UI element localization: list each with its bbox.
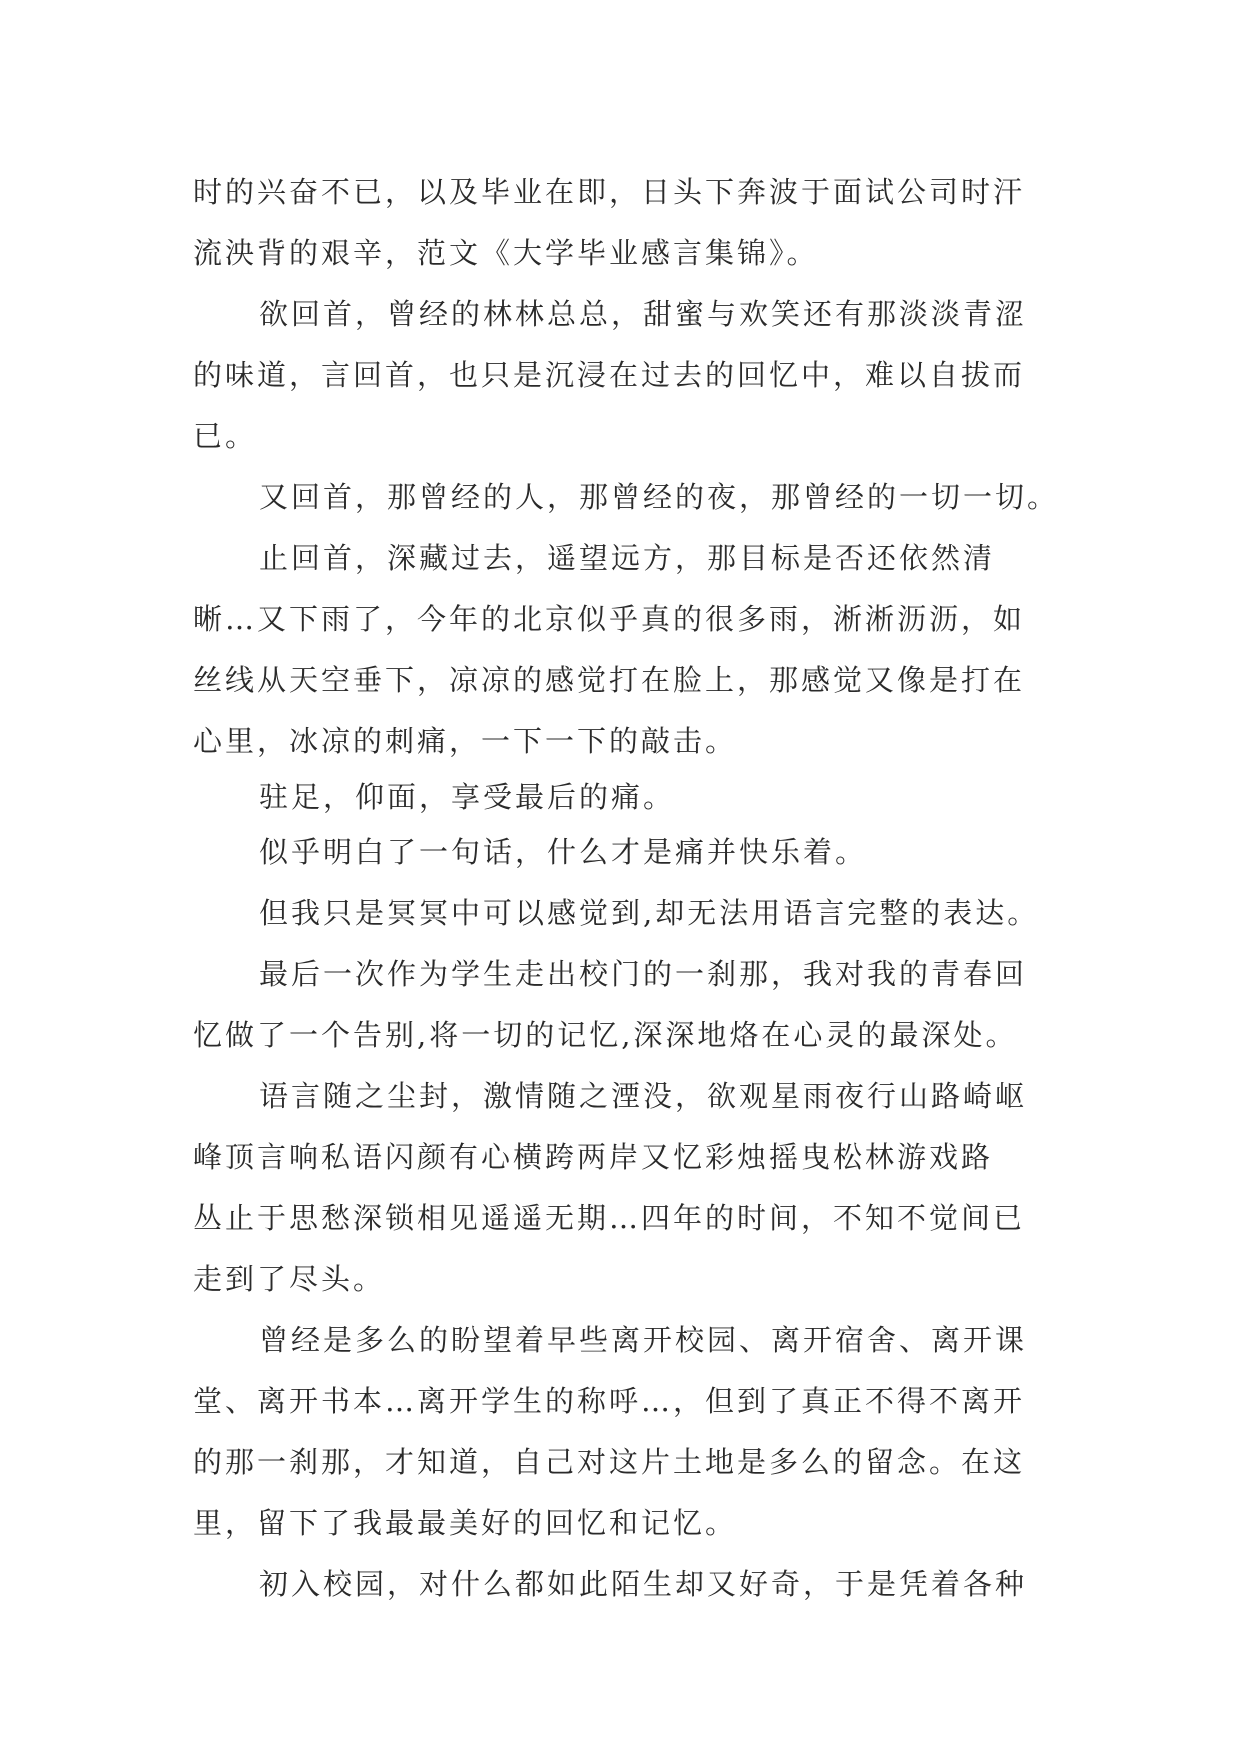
paragraph-start: 又回首，那曾经的人，那曾经的夜，那曾经的一切一切。 bbox=[259, 480, 1060, 514]
text-line: 堂、离开书本…离开学生的称呼…，但到了真正不得不离开 bbox=[193, 1384, 1026, 1418]
paragraph-start: 驻足，仰面，享受最后的痛。 bbox=[259, 780, 676, 814]
document-body bbox=[193, 162, 1073, 1615]
text-line: 晰…又下雨了，今年的北京似乎真的很多雨，淅淅沥沥，如 bbox=[193, 602, 1026, 636]
paragraph-start: 最后一次作为学生走出校门的一刹那，我对我的青春回 bbox=[259, 957, 1028, 991]
paragraph-start: 止回首，深藏过去，遥望远方，那目标是否还依然清 bbox=[259, 541, 996, 575]
text-line: 丝线从天空垂下，凉凉的感觉打在脸上，那感觉又像是打在 bbox=[193, 663, 1026, 697]
text-line: 的味道，言回首，也只是沉浸在过去的回忆中，难以自拔而 bbox=[193, 358, 1026, 392]
paragraph-start: 初入校园，对什么都如此陌生却又好奇，于是凭着各种 bbox=[259, 1567, 1028, 1601]
text-line: 的那一刹那，才知道，自己对这片土地是多么的留念。在这 bbox=[193, 1445, 1026, 1479]
paragraph-start: 但我只是冥冥中可以感觉到,却无法用语言完整的表达。 bbox=[259, 896, 1040, 930]
text-line: 已。 bbox=[193, 419, 258, 453]
paragraph-start: 欲回首，曾经的林林总总，甜蜜与欢笑还有那淡淡青涩 bbox=[259, 297, 1028, 331]
text-line: 流泱背的艰辛，范文《大学毕业感言集锦》。 bbox=[193, 236, 819, 270]
text-line: 走到了尽头。 bbox=[193, 1262, 386, 1296]
text-line: 丛止于思愁深锁相见遥遥无期…四年的时间，不知不觉间已 bbox=[193, 1201, 1026, 1235]
text-line: 里，留下了我最最美好的回忆和记忆。 bbox=[193, 1506, 738, 1540]
paragraph-start: 似乎明白了一句话，什么才是痛并快乐着。 bbox=[259, 835, 868, 869]
text-line: 忆做了一个告别,将一切的记忆,深深地烙在心灵的最深处。 bbox=[193, 1018, 1018, 1052]
paragraph-start: 曾经是多么的盼望着早些离开校园、离开宿舍、离开课 bbox=[259, 1323, 1028, 1357]
text-line: 心里，冰凉的刺痛，一下一下的敲击。 bbox=[193, 724, 738, 758]
paragraph-start: 语言随之尘封，激情随之湮没，欲观星雨夜行山路崎岖 bbox=[259, 1079, 1028, 1113]
text-line: 峰顶言响私语闪颜有心横跨两岸又忆彩烛摇曳松林游戏路 bbox=[193, 1140, 994, 1174]
text-line: 时的兴奋不已，以及毕业在即，日头下奔波于面试公司时汗 bbox=[193, 175, 1026, 209]
